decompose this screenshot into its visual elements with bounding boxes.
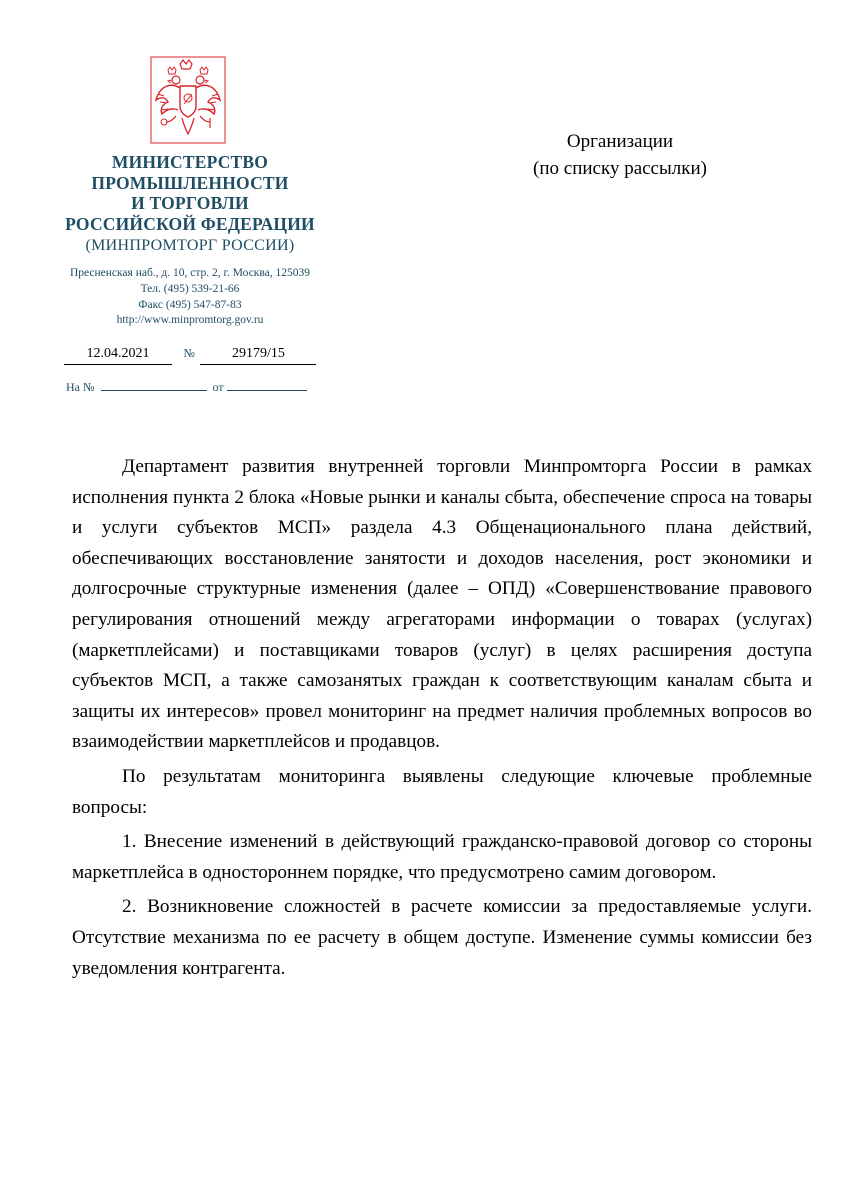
reply-reference-row (66, 376, 307, 395)
body-paragraph: 2. Возникновение сложностей в расчете комиссии за предоставляемые услуги. Отсутствие механизма по ее расчету в общем доступе. Изменение суммы комиссии без уведомления контрагента. (72, 896, 812, 979)
ministry-address: Пресненская наб., д. 10, стр. 2, г. Москва, 125039 (69, 267, 311, 279)
body-paragraph: 1. Внесение изменений в действующий гражданско-правовой договор со стороны маркетплейса в одностороннем порядке, что предусмотрено самим договором. (72, 831, 812, 883)
ministry-short-name: (МИНПРОМТОРГ РОССИИ) (85, 237, 295, 254)
addressee (500, 128, 740, 182)
reply-number-blank (101, 376, 207, 391)
coat-of-arms-icon (150, 56, 226, 144)
reply-from-label: от (212, 380, 224, 394)
registration-number-label: № (183, 346, 195, 360)
addressee-line: (по списку рассылки) (533, 158, 707, 179)
ministry-fax: Факс (495) 547-87-83 (138, 298, 242, 311)
reply-number-label: На № (66, 380, 95, 394)
ministry-name-line: ПРОМЫШЛЕННОСТИ (91, 172, 289, 193)
body-paragraph: По результатам мониторинга выявлены следующие ключевые проблемные вопросы: (72, 765, 812, 818)
ministry-website: http://www.minpromtorg.gov.ru (116, 314, 264, 327)
ministry-name-line: РОССИЙСКОЙ ФЕДЕРАЦИИ (65, 213, 315, 234)
addressee-line: Организации (566, 131, 674, 152)
ministry-name (40, 152, 340, 234)
ministry-name-line: МИНИСТЕРСТВО (111, 152, 269, 172)
registration-number: 29179/15 (200, 346, 316, 365)
registration-date: 12.04.2021 (64, 346, 172, 365)
registration-row (64, 346, 316, 365)
letter-body (72, 452, 812, 988)
ministry-contacts (40, 266, 340, 329)
ministry-phone: Тел. (495) 539-21-66 (140, 282, 240, 295)
body-paragraph: Департамент развития внутренней торговли Минпромторга России в рамках исполнения пункта 2 блока «Новые рынки и каналы сбыта, обеспечение спроса на товары и услуги субъектов МСП» раздела 4.3 Общенационального плана действий, обеспечивающих восстановление занятости и доходов населения, рост экономики и долгосрочные структурные изменения (далее – ОПД) «Совершенствование правового регулирования отношений между агрегаторами информации о товарах (услугах) (маркетплейсами) и поставщиками товаров (услуг) в целях расширения доступа субъектов МСП, а также самозанятых граждан к соответствующим каналам сбыта и защиты их интересов» провел мониторинг на предмет наличия проблемных вопросов во взаимодействии маркетплейсов и продавцов. (72, 456, 812, 753)
ministry-name-line: И ТОРГОВЛИ (131, 193, 249, 213)
reply-date-blank (227, 376, 307, 391)
